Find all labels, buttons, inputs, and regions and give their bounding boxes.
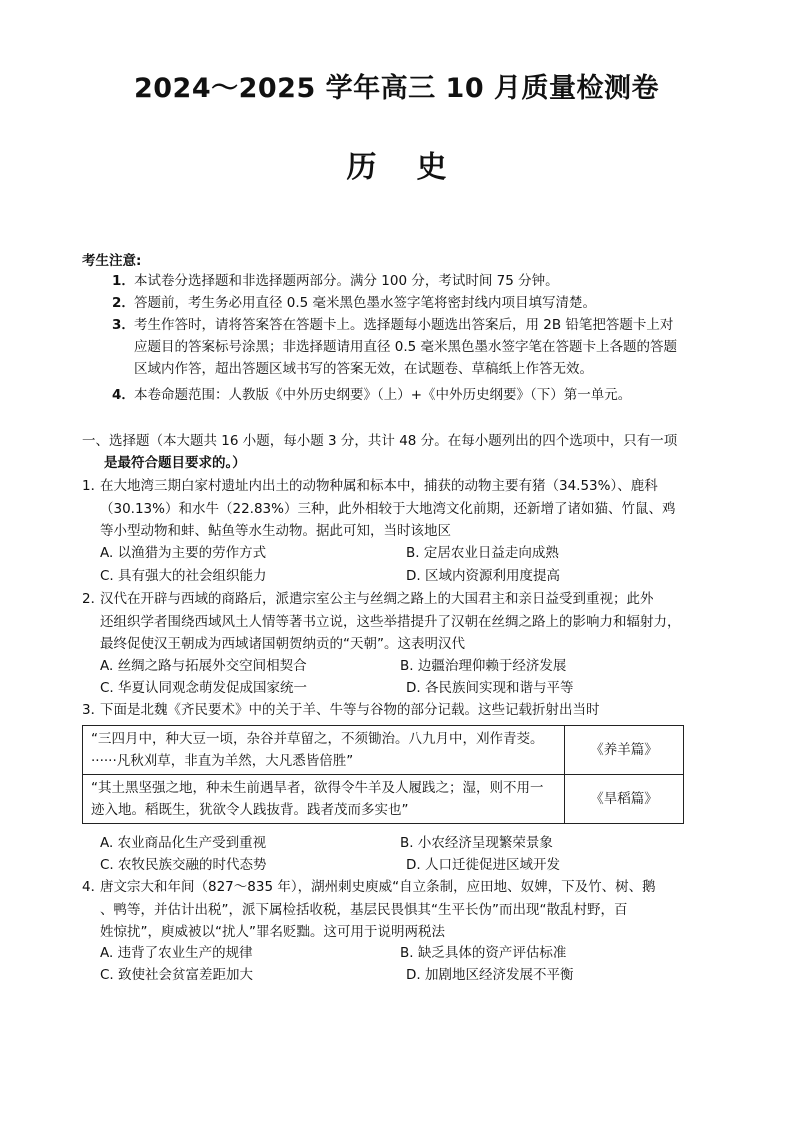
subject-title: 历史 [346,150,487,185]
question-1-option-c[interactable]: C. 具有强大的社会组织能力 [100,568,267,584]
notice-item: 1．本试卷分选择题和非选择题两部分。满分 100 分，考试时间 75 分钟。 [112,273,559,289]
question-3-option-b[interactable]: B. 小农经济呈现繁荣景象 [400,835,553,851]
notice-heading: 考生注意: [82,253,142,269]
source-title: 《旱稻篇》 [565,775,684,824]
notice-item: 4．本卷命题范围：人教版《中外历史纲要》（上）+《中外历史纲要》（下）第一单元。 [112,387,632,403]
question-1: 1．在大地湾三期白家村遗址内出土的动物种属和标本中，捕获的动物主要有猪（34.53%）、鹿科 （30.13%）和水牛（22.83%）三种，此外相较于大地湾文化前期，还新增了诸如猫、竹鼠、鸡 等小型动物和蚌、鲇鱼等水生动物。据此可知，当时该地区 [82,478,676,539]
table-row [83,775,684,824]
question-2-option-d[interactable]: D. 各民族间实现和谐与平等 [406,680,574,696]
question-4: 4．唐文宗大和年间（827～835 年），湖州刺史庾威“自立条制，应田地、奴婢，下及竹、树、鹅 、鸭等，并估计出税”，派下属检括收税，基层民畏惧其“生平长伪”而出现“散乱村野，百 姓惊扰”，庾威被以“扰人”罪名贬黜。这可用于说明两税法 [82,879,656,940]
question-4-option-b[interactable]: B. 缺乏具体的资产评估标准 [400,945,567,961]
question-2: 2．汉代在开辟与西域的商路后，派遣宗室公主与丝绸之路上的大国君主和亲日益受到重视；此外 还组织学者围绕西域风土人情等著书立说，这些举措提升了汉朝在丝绸之路上的影响力和辐射力， 最终促使汉王朝成为西域诸国朝贺纳贡的“天朝”。这表明汉代 [82,591,681,652]
notice-item: 3．考生作答时，请将答案答在答题卡上。选择题每小题选出答案后，用 2B 铅笔把答题卡上对 应题目的答案标号涂黑；非选择题请用直径 0.5 毫米黑色墨水签字笔在答题卡上各题的答题 区域内作答，超出答题区域书写的答案无效，在试题卷、草稿纸上作答无效。 [112,317,678,377]
source-excerpt: “其土黑坚强之地，种未生前遇旱者，欲得令牛羊及人履践之；湿，则不用一迹入地。稻既生，犹欲令人践抜背。践者茂而多实也” [83,775,565,824]
notice-item: 2．答题前，考生务必用直径 0.5 毫米黑色墨水签字笔将密封线内项目填写清楚。 [112,295,597,311]
question-4-option-d[interactable]: D. 加剧地区经济发展不平衡 [406,967,574,983]
question-3-source-table [82,725,684,824]
question-2-option-a[interactable]: A. 丝绸之路与拓展外交空间相契合 [100,658,307,674]
question-1-option-b[interactable]: B. 定居农业日益走向成熟 [406,545,559,561]
question-4-option-c[interactable]: C. 致使社会贫富差距加大 [100,967,254,983]
question-3-option-d[interactable]: D. 人口迁徙促进区域开发 [406,857,560,873]
question-1-option-d[interactable]: D. 区域内资源利用度提高 [406,568,560,584]
question-4-option-a[interactable]: A. 违背了农业生产的规律 [100,945,253,961]
question-3: 3．下面是北魏《齐民要术》中的关于羊、牛等与谷物的部分记载。这些记载折射出当时 [82,702,600,718]
question-2-option-b[interactable]: B. 边疆治理仰赖于经济发展 [400,658,567,674]
exam-title: 2024～2025 学年高三 10 月质量检测卷 [133,73,660,104]
table-row [83,726,684,775]
source-title: 《养羊篇》 [565,726,684,775]
question-2-option-c[interactable]: C. 华夏认同观念萌发促成国家统一 [100,680,308,696]
question-3-option-c[interactable]: C. 农牧民族交融的时代态势 [100,857,267,873]
question-1-option-a[interactable]: A. 以渔猎为主要的劳作方式 [100,545,267,561]
source-excerpt: “三四月中，种大豆一顷，杂谷并草留之，不须锄治。八九月中，刈作青茭。······凡秋刈草，非直为羊然，大凡悉皆倍胜” [83,726,565,775]
question-3-option-a[interactable]: A. 农业商品化生产受到重视 [100,835,267,851]
section-heading: 一、选择题（本大题共 16 小题，每小题 3 分，共计 48 分。在每小题列出的四个选项中，只有一项 是最符合题目要求的。） [82,433,678,471]
